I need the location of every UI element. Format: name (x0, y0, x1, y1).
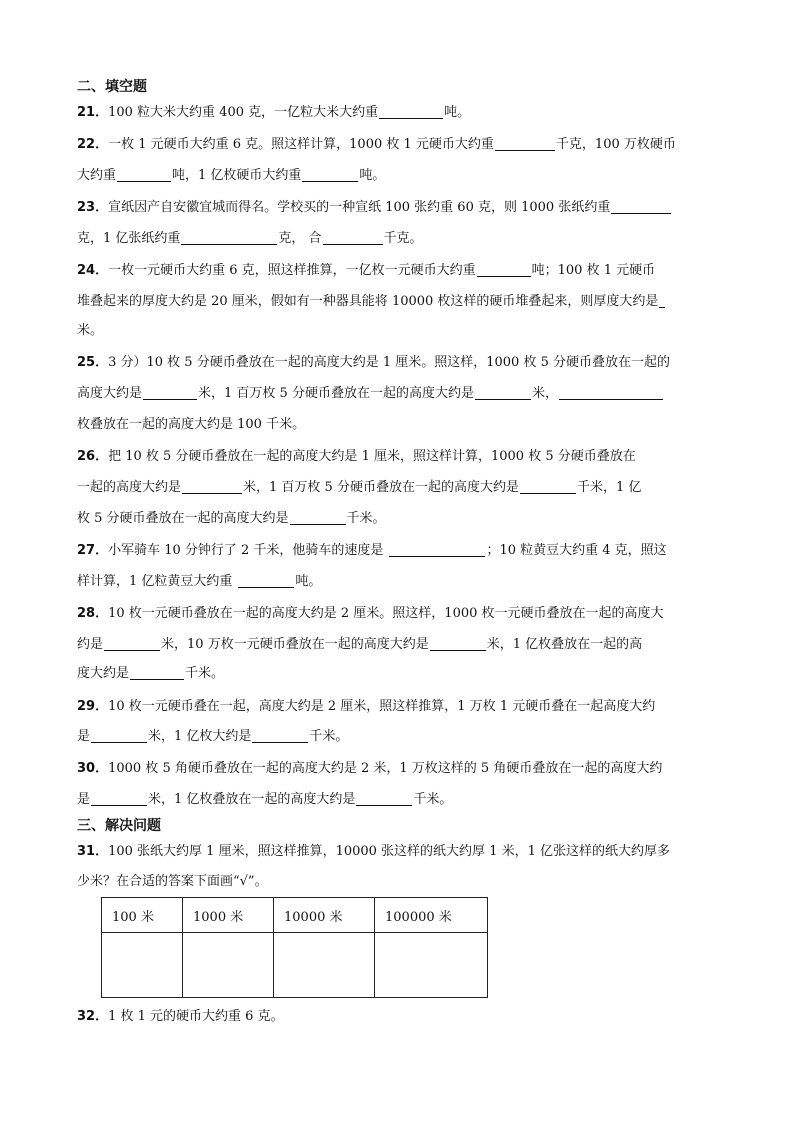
answer-blank[interactable] (430, 636, 486, 651)
answer-blank[interactable] (495, 136, 555, 151)
question-24-line-3: 米。 (77, 323, 104, 338)
question-28-line-2: 约是 米，10 万枚一元硬币叠放在一起的高度大约是 米，1 亿枚叠放在一起的高 (77, 637, 643, 652)
answer-blank[interactable] (181, 230, 277, 245)
question-26: 26．把 10 枚 5 分硬币叠放在一起的高度大约是 1 厘米，照这样计算，1000 枚 5 分硬币叠放在 (77, 449, 636, 464)
option-100000m: 100000 米 (375, 898, 488, 933)
answer-blank[interactable] (302, 167, 358, 182)
answer-blank[interactable] (475, 385, 531, 400)
option-10000m: 10000 米 (274, 898, 375, 933)
answer-blank[interactable] (91, 791, 147, 806)
question-23-line-2: 克，1 亿张纸约重 克， 合 千克。 (77, 231, 423, 246)
question-29-line-2: 是 米，1 亿枚大约是 千米。 (77, 729, 349, 744)
question-number: 22． (77, 137, 109, 152)
answer-blank[interactable] (389, 542, 485, 557)
question-number: 24． (77, 263, 109, 278)
question-number: 30． (77, 761, 109, 776)
answer-blank[interactable] (356, 791, 412, 806)
question-32: 32．1 枚 1 元的硬币大约重 6 克。 (77, 1009, 284, 1024)
question-25: 25．3 分）10 枚 5 分硬币叠放在一起的高度大约是 1 厘米。照这样，1000 枚 5 分硬币叠放在一起的 (77, 355, 670, 370)
question-number: 26． (77, 449, 109, 464)
question-26-line-3: 枚 5 分硬币叠放在一起的高度大约是 千米。 (77, 511, 386, 526)
answer-blank[interactable] (611, 199, 671, 214)
section-fill-in-title: 二、填空题 (77, 79, 147, 95)
question-24-line-2: 堆叠起来的厚度大约是 20 厘米，假如有一种器具能将 10000 枚这样的硬币堆叠起来，则厚度大约是 (77, 293, 717, 311)
question-number: 28． (77, 606, 109, 621)
answer-blank[interactable] (143, 385, 197, 400)
answer-blank[interactable] (290, 510, 346, 525)
question-25-line-2: 高度大约是 米，1 百万枚 5 分硬币叠放在一起的高度大约是 米， (77, 385, 717, 403)
question-30-line-2: 是 米，1 亿枚叠放在一起的高度大约是 千米。 (77, 792, 453, 807)
check-cell-100m[interactable] (102, 933, 183, 998)
question-29: 29．10 枚一元硬币叠在一起，高度大约是 2 厘米，照这样推算，1 万枚 1 元硬币叠在一起高度大约 (77, 699, 656, 714)
question-30: 30．1000 枚 5 角硬币叠放在一起的高度大约是 2 米，1 万枚这样的 5 角硬币叠放在一起的高度大约 (77, 761, 663, 776)
question-24: 24．一枚一元硬币大约重 6 克，照这样推算，一亿枚一元硬币大约重 吨；100 枚 1 元硬币 (77, 263, 656, 278)
question-31: 31．100 张纸大约厚 1 厘米，照这样推算，10000 张这样的纸大约厚 1 米，1 亿张这样的纸大约厚多 (77, 844, 671, 859)
answer-blank[interactable] (117, 167, 171, 182)
check-cell-1000m[interactable] (183, 933, 274, 998)
question-28: 28．10 枚一元硬币叠放在一起的高度大约是 2 厘米。照这样，1000 枚一元硬币叠放在一起的高度大 (77, 606, 664, 621)
question-27-line-2: 样计算，1 亿粒黄豆大约重 吨。 (77, 574, 322, 589)
answer-blank[interactable] (379, 104, 443, 119)
question-27: 27．小军骑车 10 分钟行了 2 千米，他骑车的速度是 ；10 粒黄豆大约重 4 克，照这 (77, 543, 667, 558)
answer-blank[interactable] (477, 262, 531, 277)
question-26-line-2: 一起的高度大约是 米，1 百万枚 5 分硬币叠放在一起的高度大约是 千米，1 亿 (77, 480, 642, 495)
question-22: 22．一枚 1 元硬币大约重 6 克。照这样计算，1000 枚 1 元硬币大约重 千克，100 万枚硬币 (77, 137, 676, 152)
option-1000m: 1000 米 (183, 898, 274, 933)
question-21: 21．100 粒大米大约重 400 克，一亿粒大米大约重 吨。 (77, 105, 471, 120)
answer-blank[interactable] (323, 230, 383, 245)
question-31-line-2: 少米？在合适的答案下面画“√”。 (77, 874, 268, 889)
answer-blank[interactable] (520, 479, 576, 494)
answer-blank[interactable] (559, 385, 663, 400)
question-number: 27． (77, 543, 109, 558)
option-100m: 100 米 (102, 898, 183, 933)
answer-blank[interactable] (238, 573, 294, 588)
question-28-line-3: 度大约是 千米。 (77, 666, 225, 681)
answer-blank[interactable] (130, 665, 184, 680)
answer-blank[interactable] (252, 728, 308, 743)
check-cell-10000m[interactable] (274, 933, 375, 998)
check-cell-100000m[interactable] (375, 933, 488, 998)
question-number: 32． (77, 1009, 109, 1024)
question-25-line-3: 枚叠放在一起的高度大约是 100 千米。 (77, 417, 306, 432)
question-number: 31． (77, 844, 109, 859)
question-number: 29． (77, 699, 109, 714)
answer-blank[interactable] (659, 293, 665, 308)
answer-blank[interactable] (91, 728, 147, 743)
question-number: 23． (77, 200, 109, 215)
question-number: 25． (77, 355, 109, 370)
section-problem-solving-title: 三、解决问题 (77, 818, 161, 834)
answer-blank[interactable] (104, 636, 160, 651)
question-23: 23．宣纸因产自安徽宜城而得名。学校买的一种宣纸 100 张约重 60 克，则 1000 张纸约重 (77, 199, 717, 217)
question-22-line-2: 大约重 吨，1 亿枚硬币大约重 吨。 (77, 168, 386, 183)
answer-blank[interactable] (182, 479, 242, 494)
answer-choice-table (101, 897, 488, 998)
question-number: 21． (77, 105, 109, 120)
